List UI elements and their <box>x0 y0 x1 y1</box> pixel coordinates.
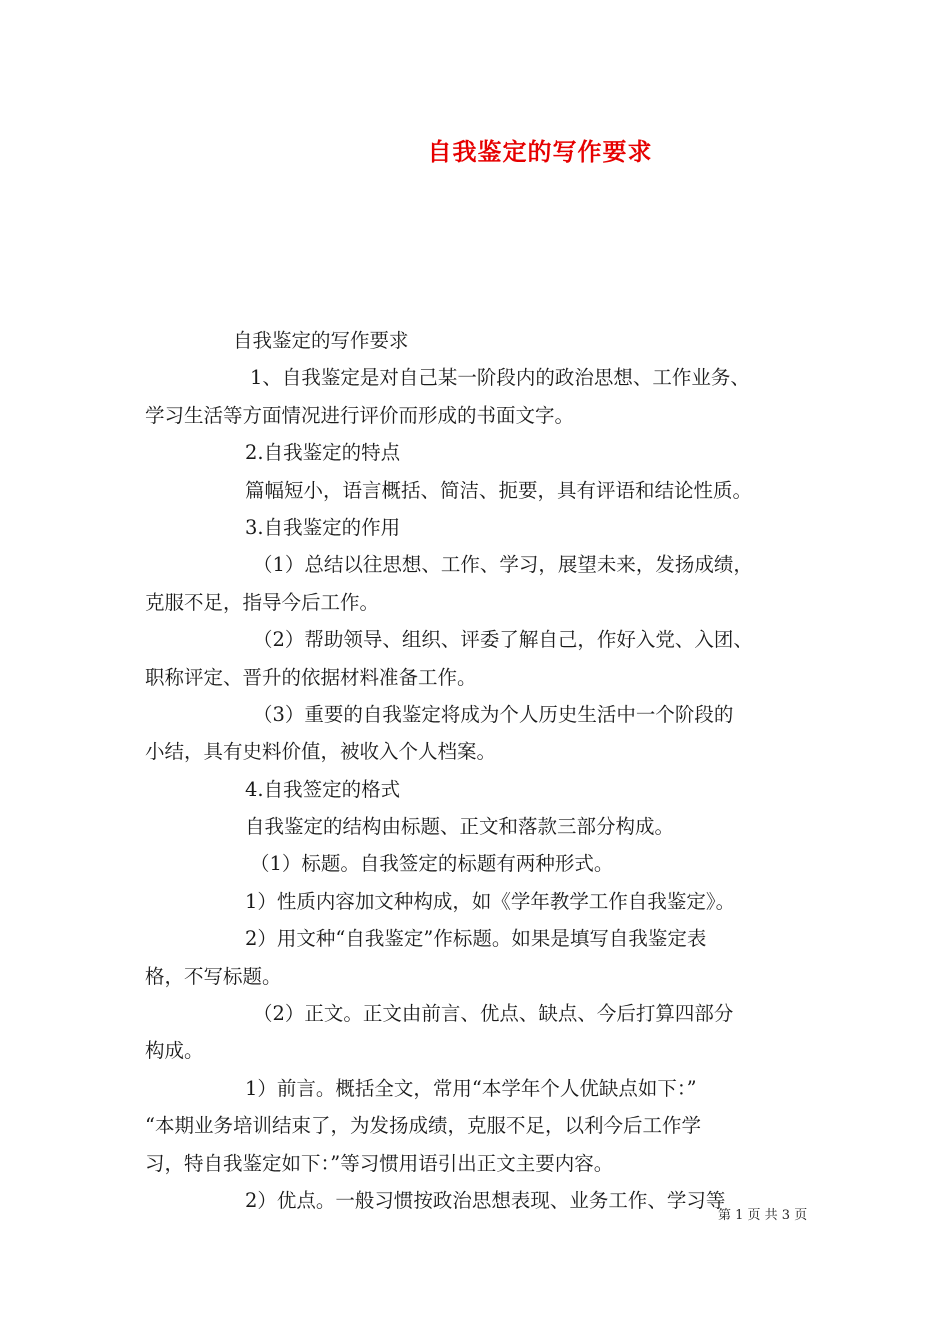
paragraph-line: （3）重要的自我鉴定将成为个人历史生活中一个阶段的 <box>253 702 734 726</box>
paragraph-line: 职称评定、晋升的依据材料准备工作。 <box>145 665 477 689</box>
paragraph-line: 学习生活等方面情况进行评价而形成的书面文字。 <box>145 403 575 427</box>
paragraph-line: 构成。 <box>145 1039 204 1063</box>
paragraph-line: 自我鉴定的结构由标题、正文和落款三部分构成。 <box>245 815 675 839</box>
paragraph-line: 小结，具有史料价值，被收入个人档案。 <box>145 740 497 764</box>
paragraph-line: 2.自我鉴定的特点 <box>245 441 401 465</box>
paragraph-line: 4.自我签定的格式 <box>245 777 401 801</box>
paragraph-line: 克服不足，指导今后工作。 <box>145 590 380 614</box>
paragraph-line: “本期业务培训结束了，为发扬成绩，克服不足，以利今后工作学 <box>145 1114 701 1138</box>
paragraph-line: 1、自我鉴定是对自己某一阶段内的政治思想、工作业务、 <box>250 366 750 390</box>
paragraph-line: 3.自我鉴定的作用 <box>245 515 401 539</box>
paragraph-line: 2）优点。一般习惯按政治思想表现、业务工作、学习等 <box>245 1188 726 1212</box>
paragraph-line: 2）用文种“自我鉴定”作标题。如果是填写自我鉴定表 <box>245 927 707 951</box>
paragraph-line: （1）总结以往思想、工作、学习，展望未来，发扬成绩， <box>253 553 753 577</box>
paragraph-line: 格，不写标题。 <box>145 964 282 988</box>
document-body <box>145 322 813 1219</box>
paragraph-line: 习，特自我鉴定如下：”等习惯用语引出正文主要内容。 <box>145 1151 614 1175</box>
document-title: 自我鉴定的写作要求 <box>427 137 653 166</box>
paragraph-line: （2）帮助领导、组织、评委了解自己，作好入党、入团、 <box>253 628 753 652</box>
paragraph-line: 篇幅短小，语言概括、简洁、扼要，具有评语和结论性质。 <box>245 478 753 502</box>
paragraph-line: 自我鉴定的写作要求 <box>233 329 409 352</box>
paragraph-line: （1）标题。自我签定的标题有两种形式。 <box>250 852 614 876</box>
paragraph-line: 1）前言。概括全文，常用“本学年个人优缺点如下：” <box>245 1076 697 1100</box>
paragraph-line: 1）性质内容加文种构成，如《学年教学工作自我鉴定》。 <box>245 889 736 913</box>
page-number: 第 1 页 共 3 页 <box>718 1208 808 1223</box>
paragraph-line: （2）正文。正文由前言、优点、缺点、今后打算四部分 <box>253 1002 734 1026</box>
